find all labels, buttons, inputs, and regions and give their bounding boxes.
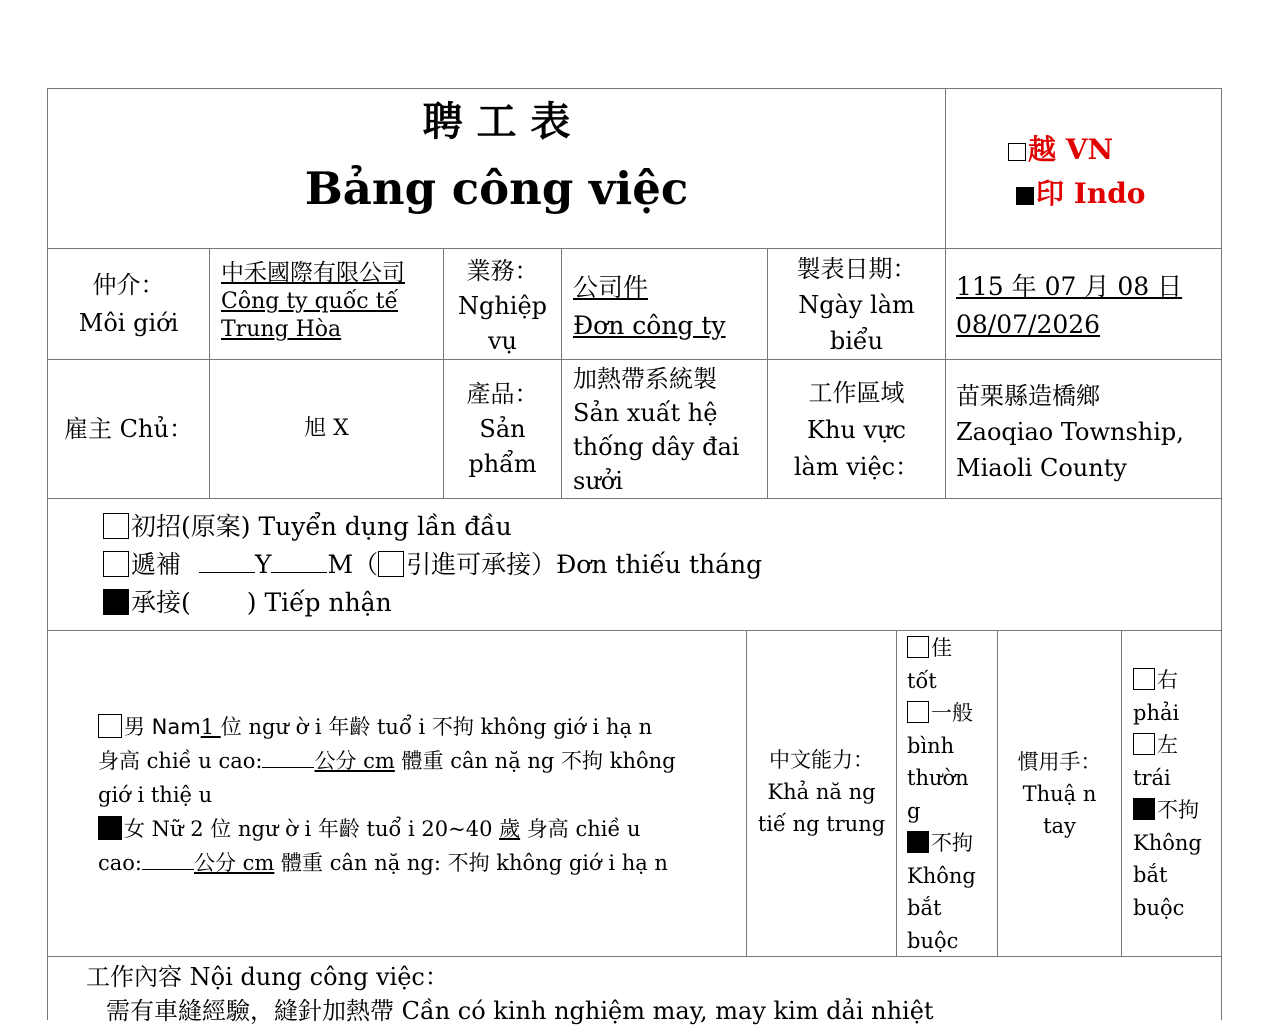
recruit-option-takeover[interactable]: 承接( ) Tiếp nhận [103, 584, 1213, 622]
handedness-label: 慣用手： Thuậ n tay [1017, 750, 1102, 838]
table-rule-1 [47, 248, 1222, 249]
hand-left-checkbox[interactable] [1133, 733, 1155, 755]
female-checkbox[interactable] [98, 816, 122, 840]
info-col-1 [209, 248, 210, 499]
female-requirement: 女 Nữ 2 位 ngư ờ i 年齡 tuổ i 20~40 歲 身高 chiề u [98, 812, 743, 846]
recruit-options [103, 508, 1213, 622]
broker-label: 仲介： Môi giới [78, 271, 179, 337]
hand-opt-any[interactable]: 不拘 [1133, 794, 1219, 827]
chinese-any-checkbox[interactable] [907, 831, 929, 853]
hand-right-checkbox[interactable] [1133, 668, 1155, 690]
title-block [48, 89, 945, 248]
date-label: 製表日期： Ngày làm biểu [796, 255, 917, 355]
chinese-opt-good[interactable]: 佳 [907, 632, 995, 665]
title-vi: Bảng công việc [304, 162, 689, 215]
product-label: 產品： Sản phẩm [466, 380, 539, 478]
area-label: 工作區域 Khu vực làm việc： [793, 379, 920, 481]
chinese-opt-normal[interactable]: 一般 [907, 697, 995, 730]
chinese-ability-options: 佳 tốt 一般 bình thườn g 不拘 Không bắt buộc [907, 632, 995, 957]
job-content [86, 958, 1216, 1030]
product-value: 加熱帶系統製 Sản xuất hệ thống dây đai sưởi [573, 365, 740, 495]
nationality-indo-checkbox[interactable] [1016, 187, 1034, 205]
table-rule-5 [47, 956, 1222, 957]
header-divider [945, 88, 946, 499]
transfer-checkbox[interactable] [378, 551, 404, 577]
broker-value: 中禾國際有限公司 Công ty quốc tế Trung Hòa [221, 260, 405, 342]
nationality-vn-label: 越 VN [1028, 133, 1114, 166]
employer-label: 雇主 Chủ： [64, 415, 193, 443]
year-blank[interactable] [199, 572, 255, 573]
recruit-option-replacement[interactable]: 遞補 Y M（ 引進可承接）Đơn thiếu tháng [103, 546, 1213, 584]
req-col-4 [1121, 630, 1122, 957]
job-content-line: 需有車縫經驗，縫針加熱帶 Cần có kinh nghiệm may, may kim dải nhiệt [106, 997, 934, 1025]
chinese-good-checkbox[interactable] [907, 636, 929, 658]
area-value: 苗栗縣造橋鄉 Zaoqiao Township, Miaoli County [956, 382, 1184, 482]
table-border-right [1221, 88, 1222, 1020]
req-col-2 [896, 630, 897, 957]
month-blank[interactable] [271, 572, 327, 573]
table-rule-3 [47, 498, 1222, 499]
job-content-label: 工作內容 Nội dung công việc： [86, 963, 449, 991]
table-rule-2 [47, 359, 1222, 360]
male-requirement: 男 Nam1 位 ngư ờ i 年齡 tuổ i 不拘 không giớ i hạ n [98, 710, 743, 744]
title-zh: 聘 工 表 [422, 98, 571, 145]
chinese-ability-label: 中文能力： Khả nă ng tiế ng trung [757, 748, 886, 836]
employer-value: 旭 X [304, 416, 349, 441]
nationality-vn[interactable] [1000, 128, 1200, 172]
hand-opt-right[interactable]: 右 [1133, 664, 1219, 697]
handedness-options: 右 phải 左 trái 不拘 Không bắt buộc [1133, 664, 1219, 924]
worker-requirements: 男 Nam1 位 ngư ờ i 年齡 tuổ i 不拘 không giớ i hạ n 身高 chiề u cao: 公分 cm 體重 cân nặ ng 不拘 không giớ i thiệ u 女 Nữ 2 位 ngư ờ i 年齡 tuổ i 20~40 歲 身高 chiề u cao: 公分 cm 體重 cân nặ ng: 不拘 không giớ i hạ n [98, 710, 743, 880]
recruit-replacement-checkbox[interactable] [103, 551, 129, 577]
recruit-option-initial[interactable]: 初招(原案) Tuyển dụng lần đầu [103, 508, 1213, 546]
recruit-initial-checkbox[interactable] [103, 513, 129, 539]
chinese-opt-any[interactable]: 不拘 [907, 827, 995, 860]
nationality-vn-checkbox[interactable] [1008, 143, 1026, 161]
business-value: 公司件 Đơn công ty [573, 273, 726, 340]
chinese-normal-checkbox[interactable] [907, 701, 929, 723]
nationality-block [1000, 128, 1200, 216]
business-label: 業務： Nghiệp vụ [457, 257, 548, 355]
hand-any-checkbox[interactable] [1133, 798, 1155, 820]
nationality-indo-label: 印 Indo [1036, 177, 1146, 210]
recruit-takeover-checkbox[interactable] [103, 589, 129, 615]
table-rule-4 [47, 630, 1222, 631]
nationality-indo[interactable] [1000, 172, 1200, 216]
date-value: 115 年 07 月 08 日 08/07/2026 [956, 272, 1183, 339]
male-checkbox[interactable] [98, 714, 122, 738]
hand-opt-left[interactable]: 左 [1133, 729, 1219, 762]
info-col-3 [561, 248, 562, 499]
